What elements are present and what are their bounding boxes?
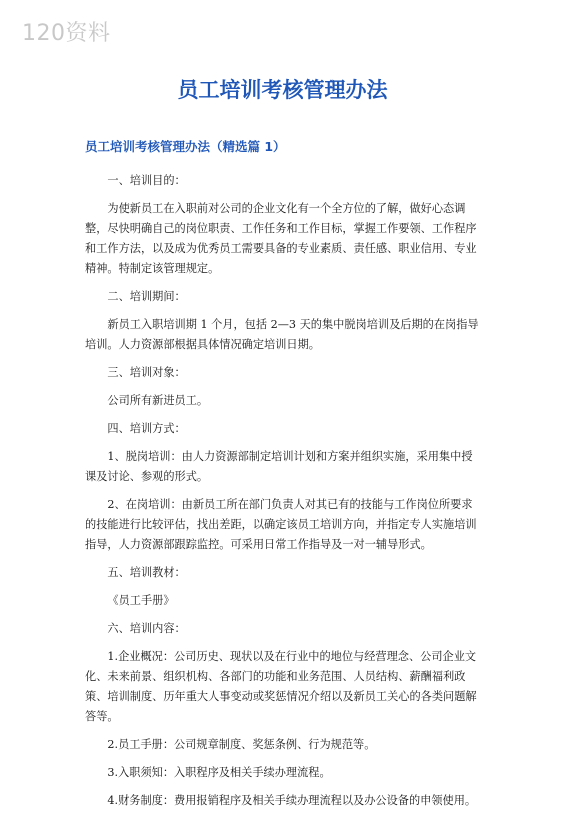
heading-target: 三、培训对象：	[107, 366, 186, 379]
heading-period: 二、培训期间：	[107, 290, 186, 303]
paragraph-content-3: 3.入职须知：入职程序及相关手续办理流程。	[107, 766, 331, 779]
paragraph-content-1: 1.企业概况：公司历史、现状以及在行业中的地位与经营理念、公司企业文化、未来前景、组织机构、各部门的功能和业务范围、人员结构、薪酬福利政策、培训制度、历年重大人事变动或奖惩情况介绍以及新员工关心的各类问题解答等。	[85, 650, 477, 723]
document-body	[85, 171, 481, 819]
paragraph-period: 新员工入职培训期 1 个月，包括 2—3 天的集中脱岗培训及后期的在岗指导培训。人力资源部根据具体情况确定培训日期。	[85, 318, 479, 351]
section-subtitle: 员工培训考核管理办法（精选篇 1）	[85, 139, 286, 154]
paragraph-method-2: 2、在岗培训：由新员工所在部门负责人对其已有的技能与工作岗位所要求的技能进行比较评估，找出差距，以确定该员工培训方向，并指定专人实施培训指导，人力资源部跟踪监控。可采用日常工作指导及一对一辅导形式。	[85, 498, 477, 551]
paragraph-content-4: 4.财务制度：费用报销程序及相关手续办理流程以及办公设备的申领使用。	[107, 794, 477, 807]
paragraph-materials: 《员工手册》	[107, 594, 175, 607]
heading-content: 六、培训内容：	[107, 622, 186, 635]
paragraph-purpose: 为使新员工在入职前对公司的企业文化有一个全方位的了解，做好心态调整，尽快明确自己的岗位职责、工作任务和工作目标，掌握工作要领、工作程序和工作方法，以及成为优秀员工需要具备的专业素质、责任感、职业信用、专业精神。特制定该管理规定。	[85, 202, 477, 275]
heading-materials: 五、培训教材：	[107, 566, 186, 579]
paragraph-method-1: 1、脱岗培训：由人力资源部制定培训计划和方案并组织实施，采用集中授课及讨论、参观的形式。	[85, 450, 473, 483]
paragraph-content-2: 2.员工手册：公司规章制度、奖惩条例、行为规范等。	[107, 738, 376, 751]
paragraph-target: 公司所有新进员工。	[107, 394, 209, 407]
watermark: 120资料	[22, 21, 111, 46]
document-title: 员工培训考核管理办法	[177, 78, 388, 102]
heading-purpose: 一、培训目的：	[107, 174, 186, 187]
heading-method: 四、培训方式：	[107, 422, 186, 435]
